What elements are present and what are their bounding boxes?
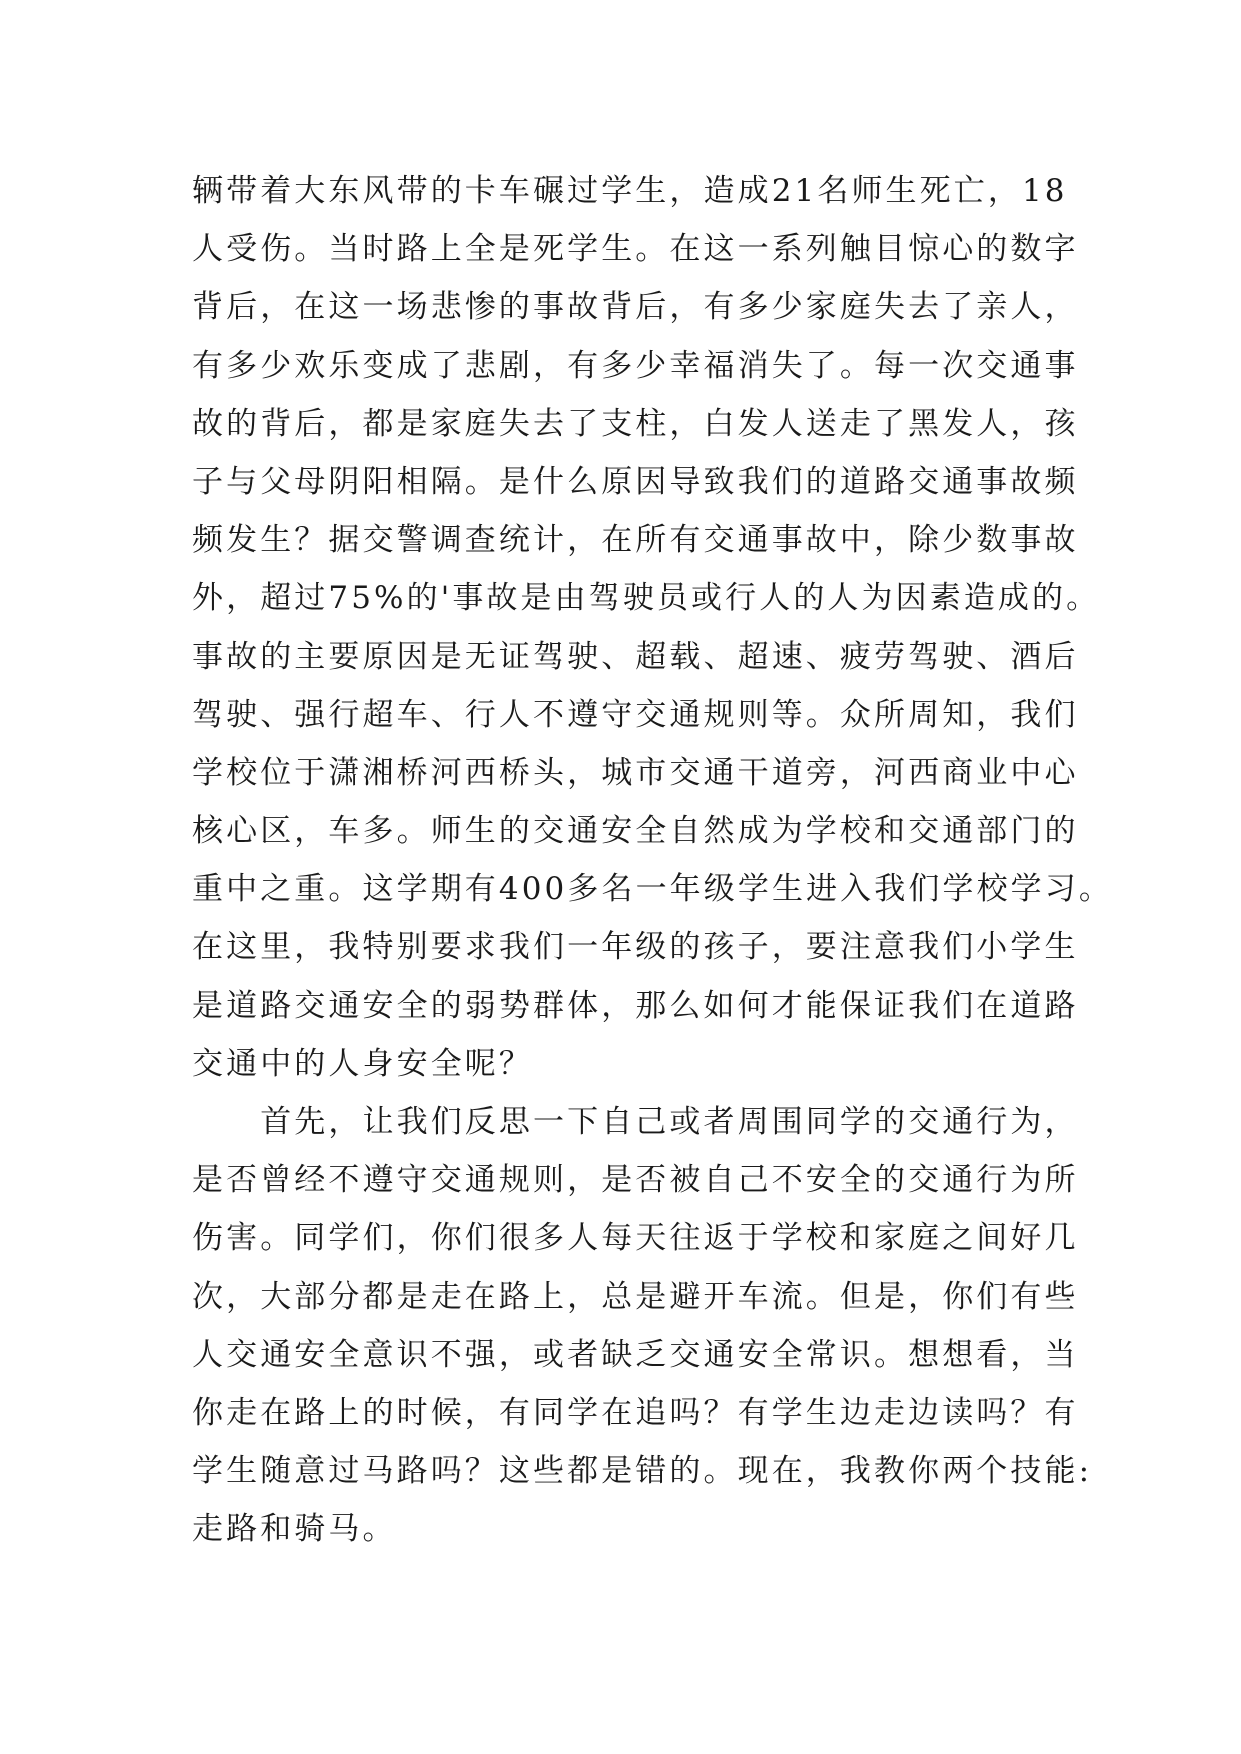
text-line: 有多少欢乐变成了悲剧，有多少幸福消失了。每一次交通事 — [192, 347, 1079, 384]
text-line: 核心区，车多。师生的交通安全自然成为学校和交通部门的 — [192, 813, 1079, 850]
body-text — [192, 162, 1113, 1559]
paragraph-2 — [192, 1093, 1093, 1559]
text-line: 伤害。同学们，你们很多人每天往返于学校和家庭之间好几 — [192, 1220, 1079, 1257]
paragraph-1 — [192, 162, 1113, 1093]
text-line: 首先，让我们反思一下自己或者周围同学的交通行为， — [192, 1104, 1079, 1140]
text-line: 辆带着大东风带的卡车碾过学生，造成21名师生死亡，18 — [192, 173, 1068, 209]
text-line: 在这里，我特别要求我们一年级的孩子，要注意我们小学生 — [192, 929, 1079, 966]
text-line: 重中之重。这学期有400多名一年级学生进入我们学校学习。 — [192, 871, 1113, 908]
text-line: 事故的主要原因是无证驾驶、超载、超速、疲劳驾驶、酒后 — [192, 638, 1079, 675]
text-line: 人交通安全意识不强，或者缺乏交通安全常识。想想看，当 — [192, 1336, 1079, 1373]
text-line: 是否曾经不遵守交通规则，是否被自己不安全的交通行为所 — [192, 1162, 1079, 1199]
text-line: 你走在路上的时候，有同学在追吗？有学生边走边读吗？有 — [192, 1394, 1079, 1431]
text-line: 走路和骑马。 — [192, 1511, 397, 1548]
text-line: 学校位于潇湘桥河西桥头，城市交通干道旁，河西商业中心 — [192, 754, 1079, 791]
text-line: 人受伤。当时路上全是死学生。在这一系列触目惊心的数字 — [192, 231, 1079, 268]
text-line: 交通中的人身安全呢？ — [192, 1045, 533, 1082]
text-line: 学生随意过马路吗？这些都是错的。现在，我教你两个技能: — [192, 1453, 1093, 1490]
text-line: 背后，在这一场悲惨的事故背后，有多少家庭失去了亲人， — [192, 289, 1079, 326]
text-line: 次，大部分都是走在路上，总是避开车流。但是，你们有些 — [192, 1278, 1079, 1315]
text-line: 是道路交通安全的弱势群体，那么如何才能保证我们在道路 — [192, 987, 1079, 1024]
text-line: 故的背后，都是家庭失去了支柱，白发人送走了黑发人，孩 — [192, 405, 1079, 442]
text-line: 驾驶、强行超车、行人不遵守交通规则等。众所周知，我们 — [192, 696, 1079, 733]
text-line: 外，超过75%的'事故是由驾驶员或行人的人为因素造成的。 — [192, 580, 1101, 617]
text-line: 子与父母阴阳相隔。是什么原因导致我们的道路交通事故频 — [192, 463, 1079, 500]
text-line: 频发生？据交警调查统计，在所有交通事故中，除少数事故 — [192, 522, 1079, 559]
